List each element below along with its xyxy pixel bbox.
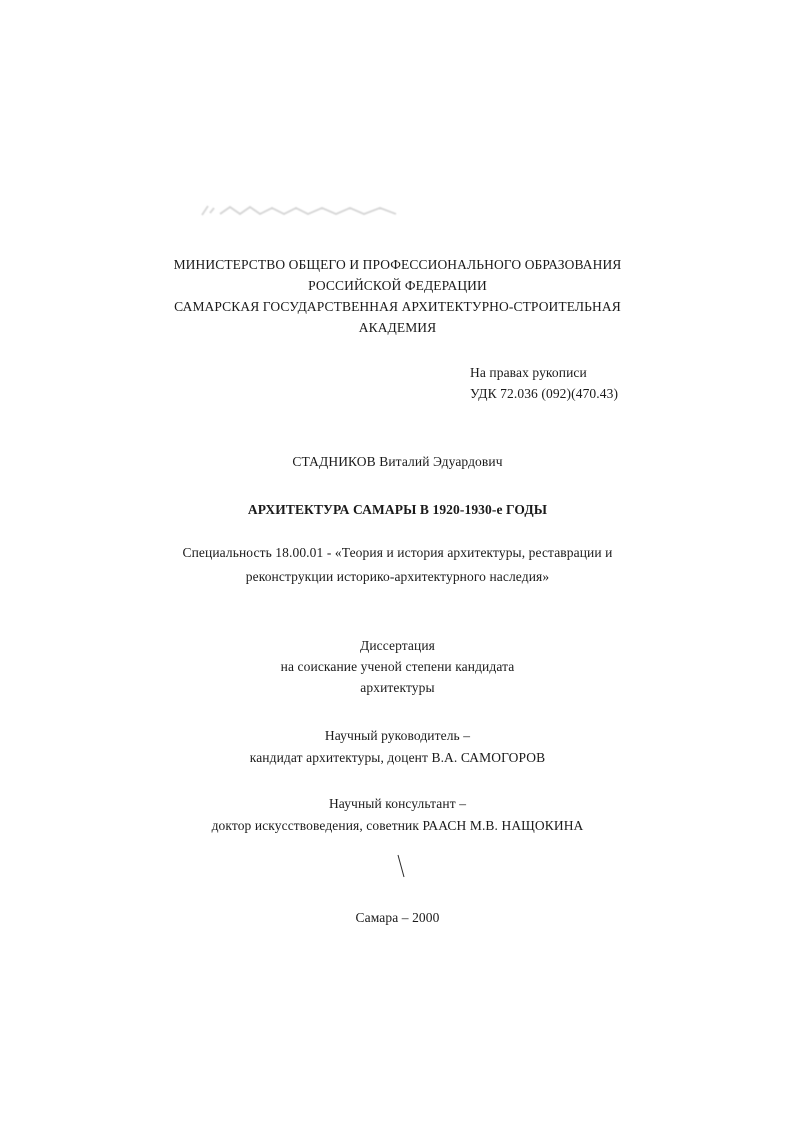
ministry-line-2: РОССИЙСКОЙ ФЕДЕРАЦИИ <box>308 278 487 293</box>
consultant-label: Научный консультант – <box>328 796 467 811</box>
specialty-line-2: реконструкции историко-архитектурного наследия» <box>245 569 550 584</box>
degree-line: на соискание ученой степени кандидата <box>280 659 515 674</box>
academy-line-1: САМАРСКАЯ ГОСУДАРСТВЕННАЯ АРХИТЕКТУРНО-СТРОИТЕЛЬНАЯ <box>174 299 621 314</box>
supervisor-label: Научный руководитель – <box>324 728 471 743</box>
consultant-name: доктор искусствоведения, советник РААСН М.В. НАЩОКИНА <box>211 818 584 833</box>
dissertation-title: АРХИТЕКТУРА САМАРЫ В 1920-1930-е ГОДЫ <box>247 502 548 517</box>
faded-scan-mark <box>200 203 410 219</box>
ministry-line-1: МИНИСТЕРСТВО ОБЩЕГО И ПРОФЕССИОНАЛЬНОГО ОБРАЗОВАНИЯ <box>173 257 622 272</box>
udc-code: УДК 72.036 (092)(470.43) <box>470 386 619 401</box>
place-year: Самара – 2000 <box>355 910 440 925</box>
manuscript-rights: На правах рукописи <box>470 365 587 380</box>
academy-line-2: АКАДЕМИЯ <box>358 320 437 335</box>
supervisor-name: кандидат архитектуры, доцент В.А. САМОГОРОВ <box>249 750 546 765</box>
faded-stamp-icon <box>200 203 410 219</box>
dissertation-label: Диссертация <box>360 638 435 653</box>
degree-field: архитектуры <box>360 680 435 695</box>
author-name: СТАДНИКОВ Виталий Эдуардович <box>292 454 503 469</box>
specialty-line-1: Специальность 18.00.01 - «Теория и история архитектуры, реставрации и <box>182 545 613 560</box>
pen-stroke-icon <box>396 853 406 881</box>
